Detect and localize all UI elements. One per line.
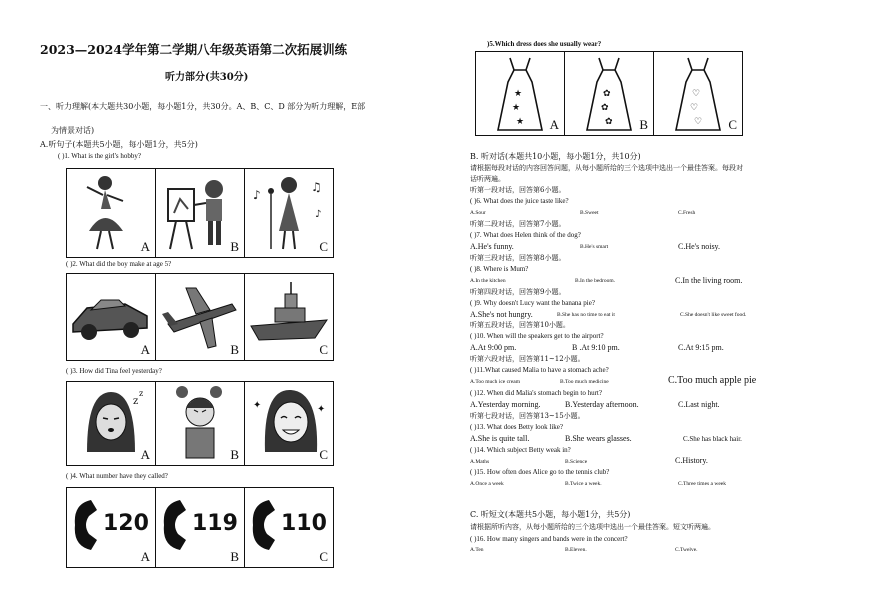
q4-letter-a: A — [140, 549, 150, 564]
q4-option-a[interactable] — [67, 488, 156, 567]
dialogue-6-note: 听第六段对话，回答第11~12小题。 — [470, 355, 585, 363]
q3-option-c[interactable] — [245, 382, 333, 465]
question-3: ( )3. How did Tina feel yesterday? — [66, 367, 162, 375]
q10-option-a: A.At 9:00 pm. — [470, 343, 517, 352]
section1-intro-line2: 为情景对话) — [51, 126, 95, 135]
phone-icon — [249, 498, 279, 552]
svg-text:✿: ✿ — [601, 103, 609, 113]
q12-option-c: C.Last night. — [678, 400, 720, 409]
q1-option-b[interactable] — [156, 169, 245, 257]
q4-letter-c: C — [319, 549, 328, 564]
dialogue-7-note: 听第七段对话，回答第13~15小题。 — [470, 412, 585, 420]
q3-option-a[interactable] — [67, 382, 156, 465]
question-8: ( )8. Where is Mum? — [470, 265, 529, 273]
q4-picture-row — [66, 487, 334, 568]
q7-option-b: B.He's smart — [580, 244, 609, 250]
partB-instruction-2: 话听两遍。 — [470, 175, 505, 183]
q2-picture-row — [66, 273, 334, 361]
phone-number-110: 110 — [281, 511, 327, 536]
q7-option-c: C.He's noisy. — [678, 242, 721, 251]
q1-picture-row — [66, 168, 334, 258]
svg-text:★: ★ — [512, 103, 521, 113]
q11-option-a: A.Too much ice cream — [470, 379, 521, 385]
partA-heading: A.听句子(本题共5小题，每小题1分，共5分) — [40, 140, 198, 149]
q8-option-c: C.In the living room. — [675, 276, 743, 285]
section1-intro-line1: 一、听力理解(本大题共30小题，每小题1分，共30分。A、B、C、D 部分为听力理解，E部 — [40, 102, 366, 111]
q4-letter-b: B — [230, 549, 239, 564]
q1-option-a[interactable] — [67, 169, 156, 257]
q3-letter-b: B — [230, 447, 239, 462]
question-13: ( )13. What does Betty look like? — [470, 423, 563, 431]
q4-option-b[interactable] — [156, 488, 245, 567]
q9-option-b: B.She has no time to eat it — [557, 312, 615, 318]
q6-option-a: A.Sour — [470, 210, 486, 216]
svg-text:♫: ♫ — [311, 180, 322, 194]
q11-option-b: B.Too much medicine — [560, 379, 609, 385]
q9-option-c: C.She doesn't like sweet food. — [680, 312, 747, 318]
q8-option-b: B.In the bedroom. — [575, 278, 616, 284]
svg-text:♡: ♡ — [694, 117, 703, 127]
q2-option-c[interactable] — [245, 274, 333, 360]
phone-icon — [71, 498, 101, 552]
q16-option-a: A.Ten — [470, 547, 484, 553]
q11-option-c: C.Too much apple pie — [668, 375, 757, 386]
q3-option-b[interactable] — [156, 382, 245, 465]
dialogue-4-note: 听第四段对话，回答第9小题。 — [470, 288, 566, 296]
svg-text:♡: ♡ — [690, 103, 699, 113]
dialogue-3-note: 听第三段对话，回答第8小题。 — [470, 254, 566, 262]
phone-number-119: 119 — [192, 511, 238, 536]
svg-text:✿: ✿ — [605, 117, 613, 127]
q9-option-a: A.She's not hungry. — [470, 310, 533, 319]
q10-option-c: C.At 9:15 pm. — [678, 343, 724, 352]
q5-letter-a: A — [549, 117, 559, 132]
q5-letter-c: C — [728, 117, 737, 132]
svg-text:z: z — [133, 396, 139, 407]
q8-option-a: A.In the kitchen — [470, 278, 506, 284]
question-15: ( )15. How often does Alice go to the tennis club? — [470, 468, 610, 476]
section-subtitle: 听力部分(共30分) — [165, 72, 249, 83]
q5-picture-row — [475, 51, 743, 136]
q15-option-c: C.Three times a week — [678, 481, 726, 487]
q16-option-c: C.Twelve. — [675, 547, 698, 553]
question-14: ( )14. Which subject Betty weak in? — [470, 446, 571, 454]
q12-option-b: B.Yesterday afternoon. — [565, 400, 639, 409]
svg-text:★: ★ — [516, 117, 525, 127]
q14-option-b: B.Science — [565, 459, 588, 465]
q12-option-a: A.Yesterday morning. — [470, 400, 541, 409]
q16-option-b: B.Eleven. — [565, 547, 587, 553]
question-7: ( )7. What does Helen think of the dog? — [470, 231, 581, 239]
partB-heading: B. 听对话(本题共10小题，每小题1分，共10分) — [470, 152, 641, 161]
phone-number-120: 120 — [103, 511, 149, 536]
q1-option-c[interactable] — [245, 169, 333, 257]
question-2: ( )2. What did the boy make at age 5? — [66, 260, 172, 268]
dialogue-2-note: 听第二段对话，回答第7小题。 — [470, 220, 566, 228]
q15-option-b: B.Twice a week. — [565, 481, 602, 487]
q3-letter-a: A — [140, 447, 150, 462]
svg-text:★: ★ — [514, 89, 523, 99]
svg-text:♡: ♡ — [692, 89, 701, 99]
q7-option-a: A.He's funny. — [470, 242, 514, 251]
question-11: ( )11.What caused Malia to have a stomach ache? — [470, 366, 609, 374]
q3-picture-row — [66, 381, 334, 466]
q14-option-a: A.Maths — [470, 459, 490, 465]
q14-option-c: C.History. — [675, 456, 708, 465]
svg-text:✦: ✦ — [317, 404, 326, 415]
q5-option-b[interactable] — [565, 52, 654, 135]
q5-option-a[interactable] — [476, 52, 565, 135]
q6-option-b: B.Sweet — [580, 210, 599, 216]
q6-option-c: C.Fresh — [678, 210, 696, 216]
q4-option-c[interactable] — [245, 488, 333, 567]
question-12: ( )12. When did Malia's stomach begin to hurt? — [470, 389, 602, 397]
question-4: ( )4. What number have they called? — [66, 472, 168, 480]
q1-letter-b: B — [230, 239, 239, 254]
svg-text:♪: ♪ — [253, 188, 261, 202]
q5-option-c[interactable] — [654, 52, 742, 135]
svg-text:✦: ✦ — [253, 400, 262, 411]
q1-letter-a: A — [140, 239, 150, 254]
dialogue-5-note: 听第五段对话，回答第10小题。 — [470, 321, 570, 329]
partC-instruction: 请根据所听内容，从每小题所给的三个选项中选出一个最佳答案。短文听两遍。 — [470, 523, 715, 531]
q13-option-a: A.She is quite tall. — [470, 434, 530, 443]
dialogue-1-note: 听第一段对话，回答第6小题。 — [470, 186, 566, 194]
q2-letter-c: C — [319, 342, 328, 357]
question-10: ( )10. When will the speakers get to the airport? — [470, 332, 604, 340]
page-title: 2023—2024学年第二学期八年级英语第二次拓展训练 — [40, 42, 348, 57]
q2-option-a[interactable] — [67, 274, 156, 360]
question-6: ( )6. What does the juice taste like? — [470, 197, 569, 205]
svg-text:z: z — [139, 389, 144, 398]
question-5: )5.Which dress does she usually wear? — [487, 40, 602, 48]
question-1: ( )1. What is the girl's hobby? — [58, 152, 141, 160]
question-9: ( )9. Why doesn't Lucy want the banana pie? — [470, 299, 595, 307]
q15-option-a: A.Once a week — [470, 481, 504, 487]
q13-option-c: C.She has black hair. — [683, 435, 742, 443]
question-16: ( )16. How many singers and bands were in the concert? — [470, 535, 628, 543]
q2-letter-a: A — [140, 342, 150, 357]
q13-option-b: B.She wears glasses. — [565, 434, 632, 443]
q1-letter-c: C — [319, 239, 328, 254]
q10-option-b: B .At 9:10 pm. — [572, 343, 620, 352]
q5-letter-b: B — [639, 117, 648, 132]
phone-icon — [160, 498, 190, 552]
q2-option-b[interactable] — [156, 274, 245, 360]
partB-instruction-1: 请根据每段对话的内容回答问题，从每小题所给的三个选项中选出一个最佳答案。每段对 — [470, 164, 743, 172]
svg-text:✿: ✿ — [603, 89, 611, 99]
svg-text:♪: ♪ — [315, 209, 322, 220]
q2-letter-b: B — [230, 342, 239, 357]
partC-heading: C. 听短文(本题共5小题，每小题1分，共5分) — [470, 510, 631, 519]
q3-letter-c: C — [319, 447, 328, 462]
